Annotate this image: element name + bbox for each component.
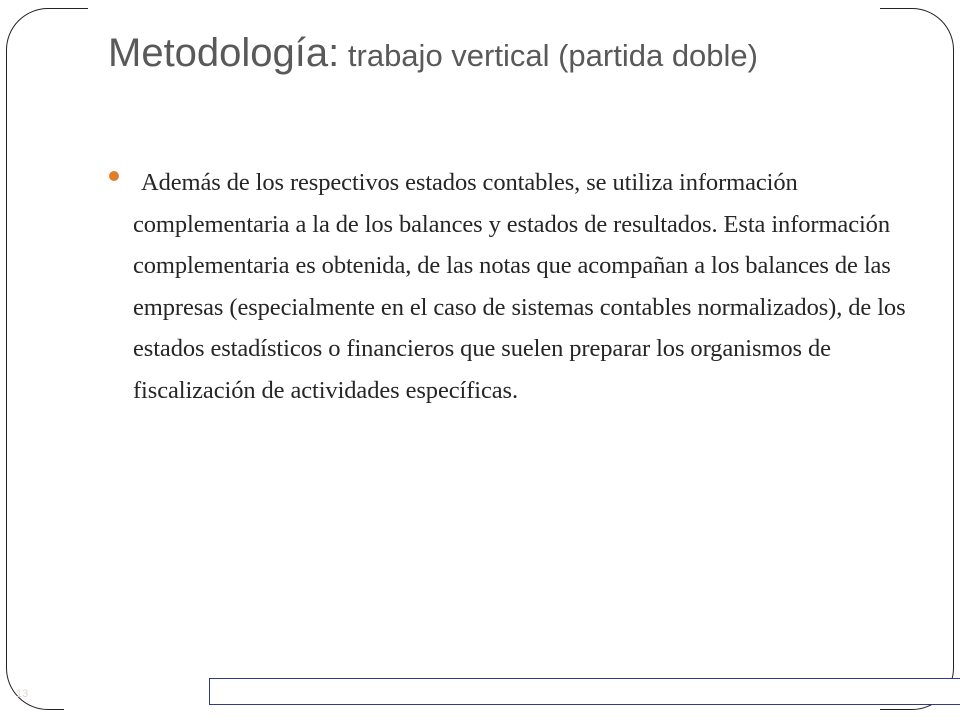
- slide-content: [96, 162, 916, 412]
- slide-title: [108, 28, 868, 79]
- frame-mask-top: [88, 0, 880, 14]
- page-number: 13: [16, 688, 29, 700]
- bullet-dot-icon: [109, 171, 119, 181]
- slide-title-sub: trabajo vertical (partida doble): [339, 38, 758, 73]
- slide-title-main: Metodología:: [108, 31, 340, 75]
- bullet-item: [96, 162, 916, 412]
- bullet-text: Además de los respectivos estados contables, se utiliza información complementaria a la de los balances y estados de resultados. Esta información complementaria es obtenida, de las notas que acompañan a los balances de las empresas (especialmente en el caso de sistemas contables normalizados), de los estados estadísticos o financieros que suelen preparar los organismos de fiscalización de actividades específicas.: [133, 169, 906, 404]
- footer-bar: [209, 678, 960, 705]
